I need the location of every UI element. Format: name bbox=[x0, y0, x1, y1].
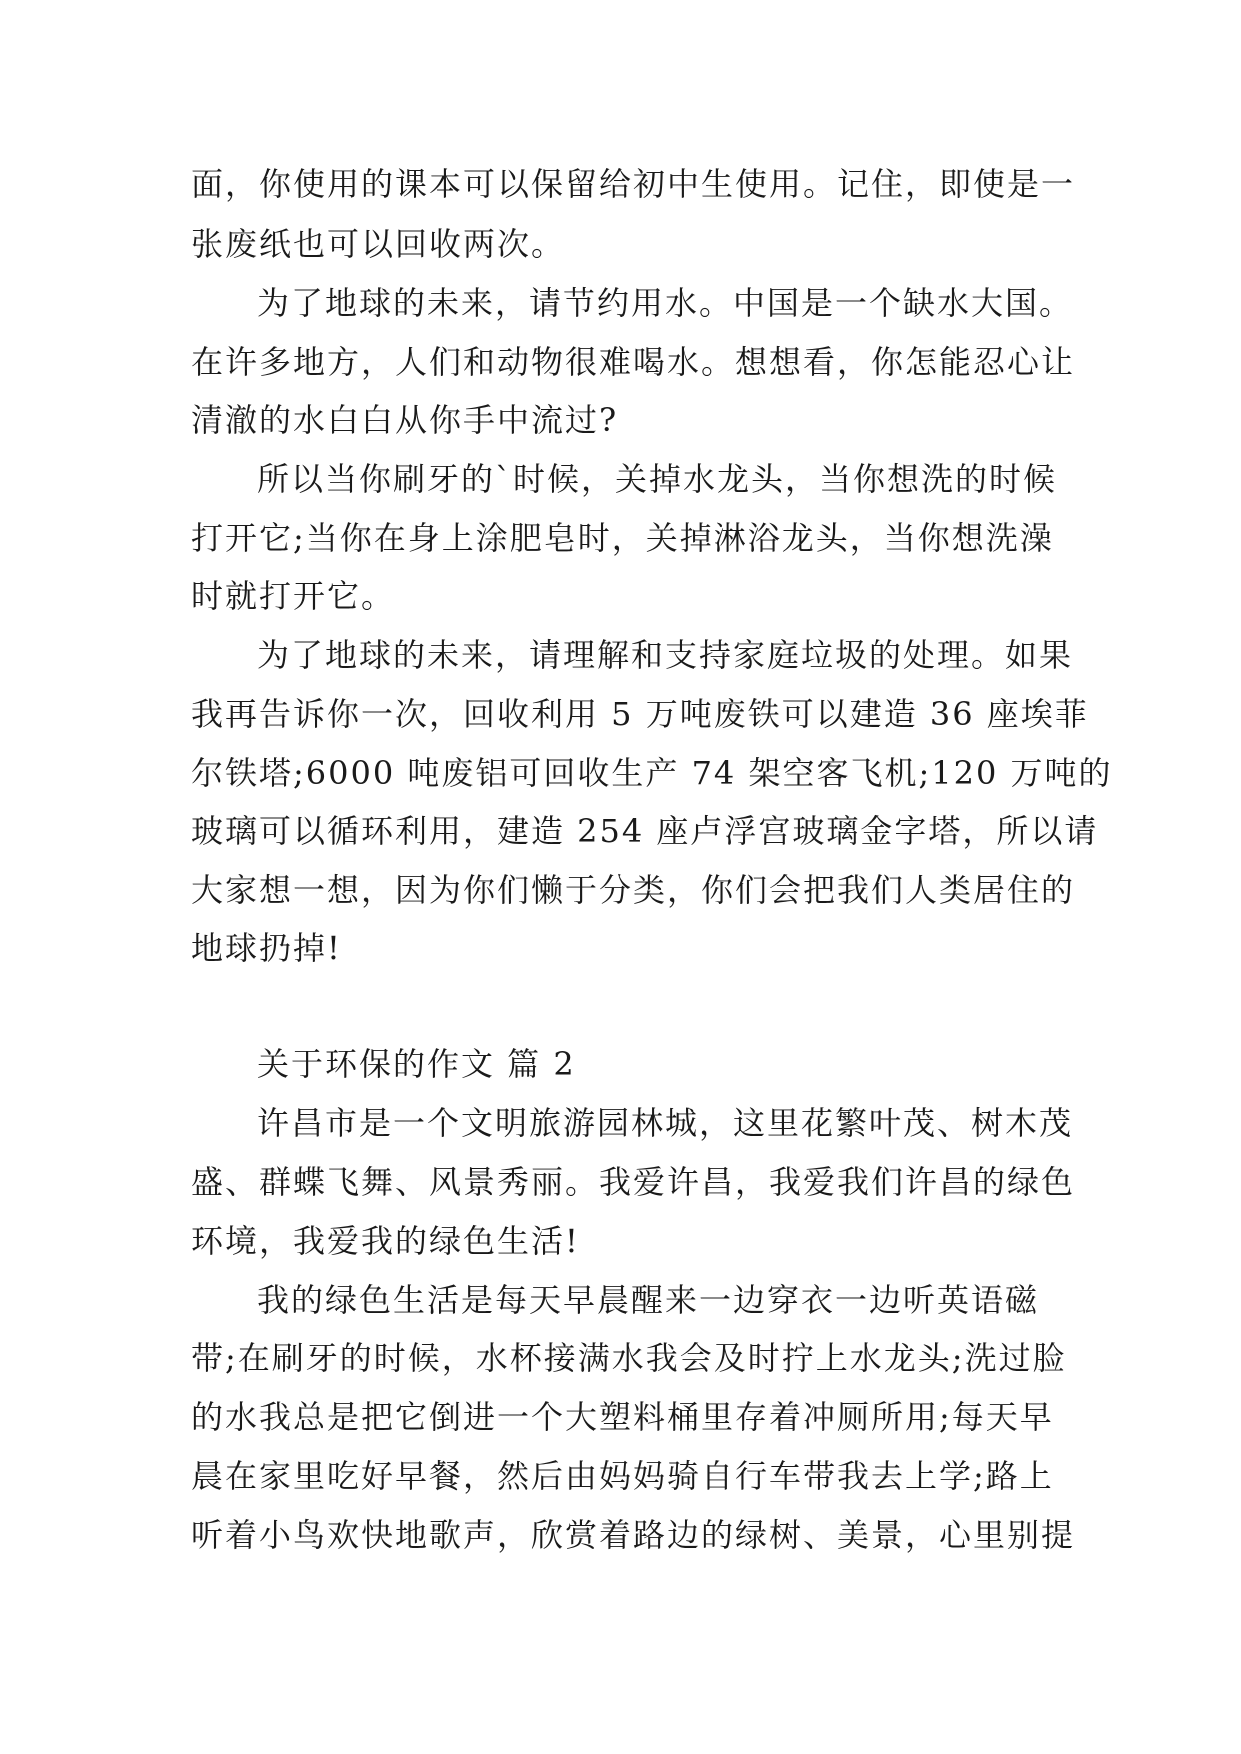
text-line: 张废纸也可以回收两次。 bbox=[191, 225, 566, 263]
text-line: 面，你使用的课本可以保留给初中生使用。记住，即使是一 bbox=[191, 165, 1076, 203]
text-line: 我的绿色生活是每天早晨醒来一边穿衣一边听英语磁 bbox=[257, 1281, 1040, 1319]
text-line: 我再告诉你一次，回收利用 5 万吨废铁可以建造 36 座埃菲 bbox=[191, 695, 1089, 733]
text-line: 清澈的水白白从你手中流过? bbox=[191, 401, 619, 439]
text-line: 晨在家里吃好早餐，然后由妈妈骑自行车带我去上学;路上 bbox=[191, 1457, 1054, 1495]
text-line: 大家想一想，因为你们懒于分类，你们会把我们人类居住的 bbox=[191, 871, 1076, 909]
text-line: 听着小鸟欢快地歌声，欣赏着路边的绿树、美景，心里别提 bbox=[191, 1516, 1076, 1554]
text-line: 在许多地方，人们和动物很难喝水。想想看，你怎能忍心让 bbox=[191, 343, 1076, 381]
text-line: 带;在刷牙的时候，水杯接满水我会及时拧上水龙头;洗过脸 bbox=[191, 1339, 1067, 1377]
text-line: 尔铁塔;6000 吨废铝可回收生产 74 架空客飞机;120 万吨的 bbox=[191, 754, 1113, 792]
text-line: 环境，我爱我的绿色生活! bbox=[191, 1222, 580, 1260]
text-line: 的水我总是把它倒进一个大塑料桶里存着冲厕所用;每天早 bbox=[191, 1398, 1054, 1436]
text-line: 地球扔掉! bbox=[191, 929, 342, 967]
text-line: 盛、群蝶飞舞、风景秀丽。我爱许昌，我爱我们许昌的绿色 bbox=[191, 1163, 1076, 1201]
text-line: 所以当你刷牙的`时候，关掉水龙头，当你想洗的时候 bbox=[257, 460, 1058, 498]
text-line: 时就打开它。 bbox=[191, 577, 396, 615]
text-line: 许昌市是一个文明旅游园林城，这里花繁叶茂、树木茂 bbox=[257, 1104, 1074, 1142]
text-line: 玻璃可以循环利用，建造 254 座卢浮宫玻璃金字塔，所以请 bbox=[191, 812, 1099, 850]
text-line: 打开它;当你在身上涂肥皂时，关掉淋浴龙头，当你想洗澡 bbox=[191, 519, 1054, 557]
section-heading: 关于环保的作文 篇 2 bbox=[257, 1045, 576, 1083]
text-line: 为了地球的未来，请节约用水。中国是一个缺水大国。 bbox=[257, 284, 1074, 322]
text-line: 为了地球的未来，请理解和支持家庭垃圾的处理。如果 bbox=[257, 636, 1074, 674]
